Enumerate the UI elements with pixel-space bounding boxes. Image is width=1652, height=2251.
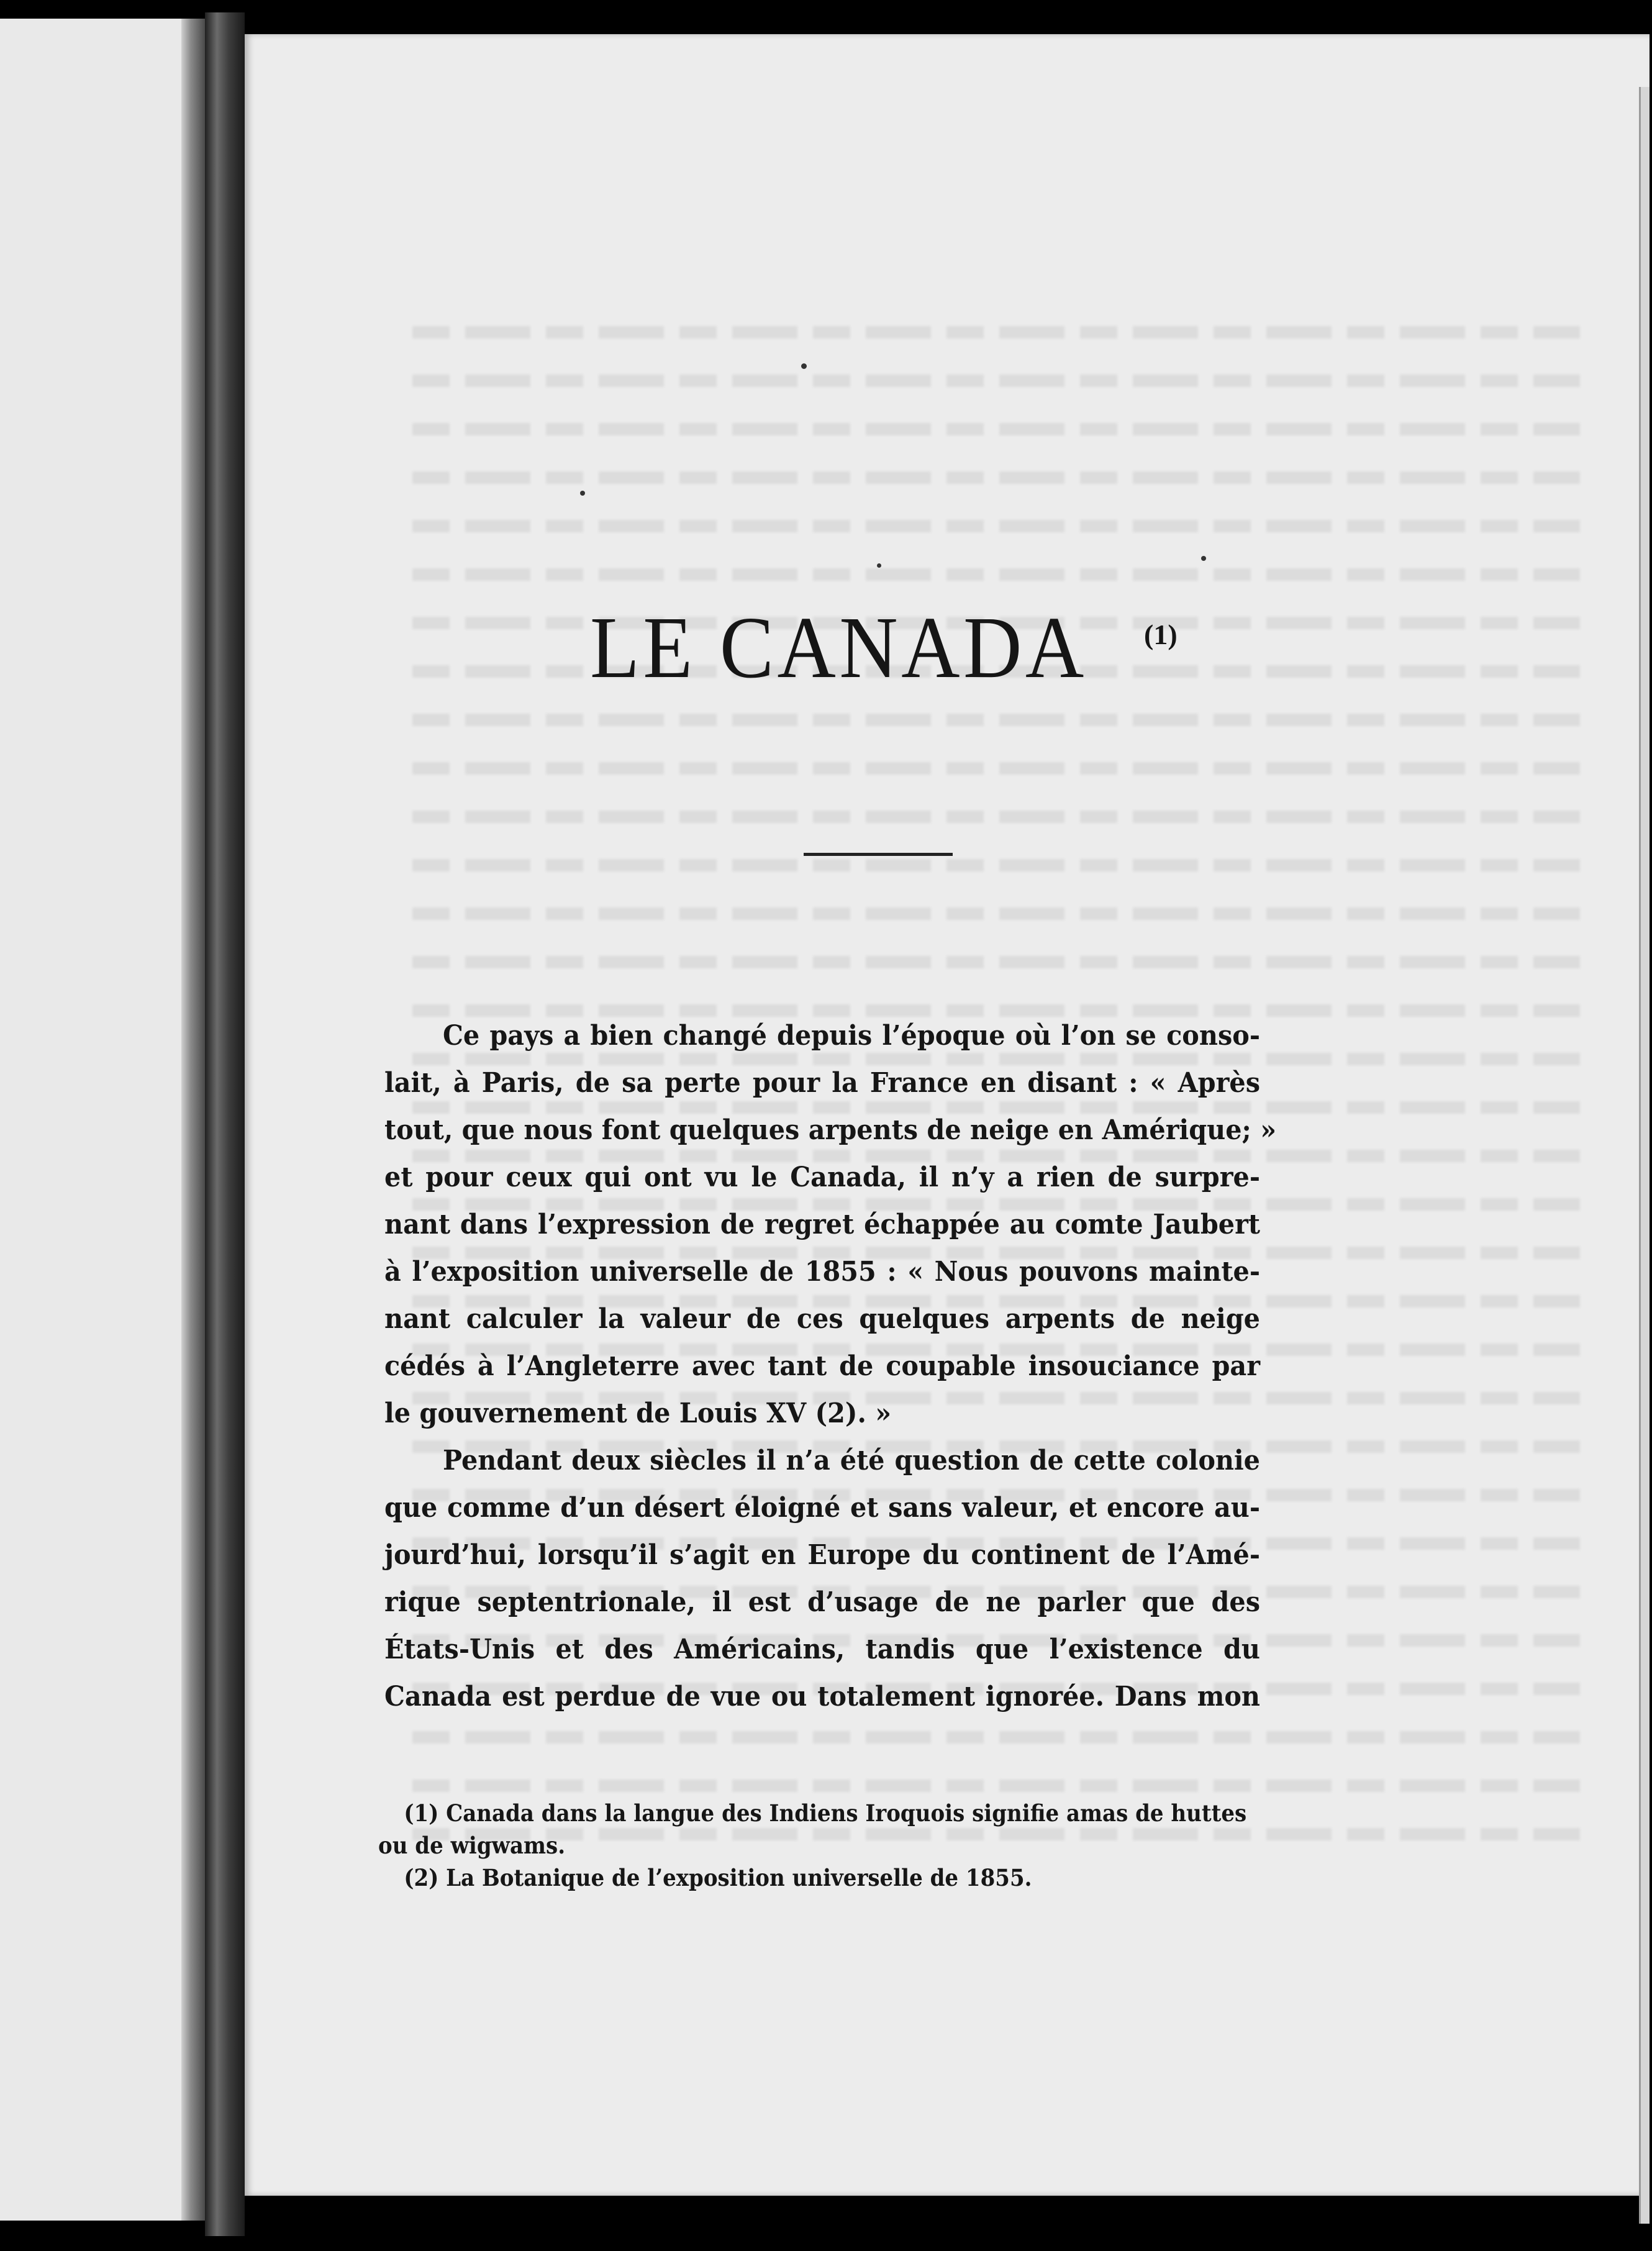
chapter-title: LE CANADA — [590, 598, 1087, 696]
footnote-1-continuation: ou de wigwams. — [378, 1832, 566, 1859]
text-line: Canada est perdue de vue ou totalement ignorée. Dans mon — [384, 1681, 1260, 1712]
book-spine — [205, 12, 245, 2236]
text-line: nant dans l’expression de regret échappée au comte Jaubert — [384, 1209, 1260, 1240]
ink-speck — [1201, 556, 1206, 561]
text-line: Ce pays a bien changé depuis l’époque où l’on se conso- — [443, 1020, 1260, 1052]
page-fold-shadow — [181, 19, 205, 2221]
text-line: à l’exposition universelle de 1855 : « Nous pouvons mainte- — [384, 1256, 1260, 1288]
text-line: rique septentrionale, il est d’usage de ne parler que des — [384, 1586, 1260, 1618]
text-line: et pour ceux qui ont vu le Canada, il n’y a rien de surpre- — [384, 1162, 1260, 1193]
book-page — [245, 34, 1650, 2196]
footnote-2: (2) La Botanique de l’exposition universelle de 1855. — [404, 1864, 1032, 1891]
main-text — [384, 1012, 1277, 1721]
paragraph-2 — [384, 1437, 1260, 1721]
page-right-edge — [1639, 87, 1650, 2224]
ink-speck — [877, 563, 881, 568]
text-line: lait, à Paris, de sa perte pour la France en disant : « Après — [384, 1067, 1260, 1099]
text-line: Pendant deux siècles il n’a été question de cette colonie — [443, 1445, 1260, 1476]
footnote-1: (1) Canada dans la langue des Indiens Iroquois signifie amas de huttes — [404, 1799, 1247, 1827]
text-line: que comme d’un désert éloigné et sans valeur, et encore au- — [384, 1492, 1260, 1524]
previous-page-edge — [0, 19, 205, 2221]
text-line: le gouvernement de Louis XV (2). » — [384, 1398, 892, 1429]
text-line: nant calculer la valeur de ces quelques arpents de neige — [384, 1303, 1260, 1335]
ink-speck — [801, 363, 807, 369]
text-line: cédés à l’Angleterre avec tant de coupable insouciance par — [384, 1350, 1260, 1382]
footnotes — [378, 1797, 1247, 1894]
text-line: jourd’hui, lorsqu’il s’agit en Europe du continent de l’Amé- — [384, 1539, 1260, 1571]
text-line: États-Unis et des Américains, tandis que l’existence du — [384, 1634, 1260, 1665]
text-line: tout, que nous font quelques arpents de neige en Amérique; » — [384, 1114, 1277, 1146]
title-footnote-marker: (1) — [1144, 619, 1178, 650]
ink-speck — [580, 491, 585, 496]
paragraph-1 — [384, 1012, 1277, 1437]
title-separator-rule — [804, 853, 953, 856]
